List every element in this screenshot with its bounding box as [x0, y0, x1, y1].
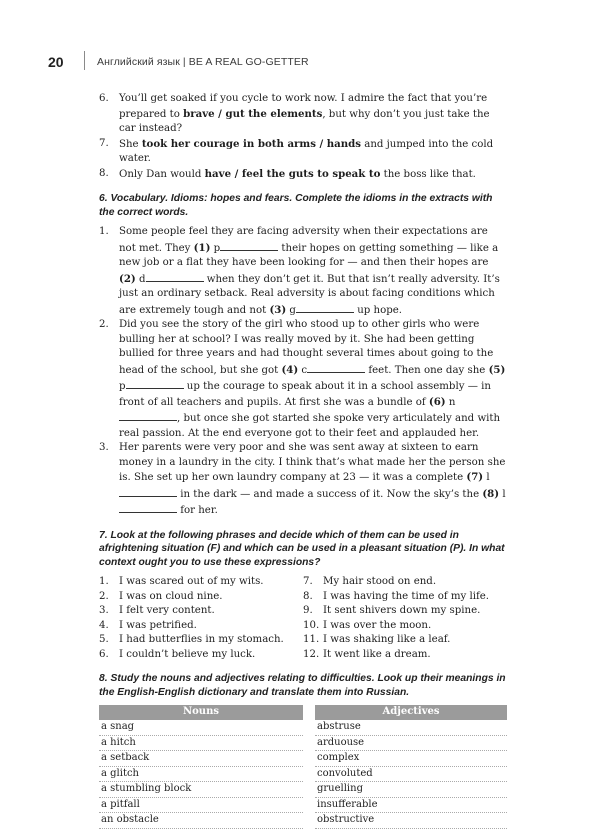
phrase-list-left: [99, 575, 303, 662]
list-item: 12. It went like a dream.: [303, 648, 431, 660]
answer-blank-7[interactable]: [119, 486, 177, 497]
list-item: 3. I felt very content.: [99, 605, 215, 616]
exercise-7-phrases: [99, 575, 507, 662]
table-row: a hitch arduouse: [99, 735, 507, 751]
page-number: 20: [48, 54, 64, 70]
table-row: a stumbling block gruelling: [99, 782, 507, 798]
list-item: 6. I couldn’t believe my luck.: [99, 648, 256, 660]
table-row: a glitch convoluted: [99, 766, 507, 782]
exercise-8-task: 8. Study the nouns and adjectives relating to difficulties. Look up their meanings in the English-English dictionary and translate them into Russian.: [99, 673, 506, 698]
list-item: 2. I was on cloud nine.: [99, 590, 223, 602]
list-item: 4. I was petrified.: [99, 619, 197, 631]
list-item: 2. Did you see the story of the girl who stood up to other girls who were bulling her at school? I was really moved by it. She had been getting bullied for three years and had thought several times about going to the head of the school, but she got (4) c feet. Then one day she (5) p up the courage to speak about it in a school assembly — in front of all teachers and pupils. At first she was a bundle of (6) n, but once she got started she spoke very articulately and with real passion. At the end everyone got to their feet and applauded her.: [99, 319, 506, 439]
answer-blank-6[interactable]: [119, 410, 177, 421]
running-header-title: Английский язык | BE A REAL GO-GETTER: [97, 56, 309, 68]
page-body: [99, 92, 507, 829]
list-item: 6. You’ll get soaked if you cycle to work now. I admire the fact that you’re prepared to brave / gut the elements, but why don’t you just take the car instead?: [99, 93, 490, 134]
column-header-adjectives: Adjectives: [315, 705, 507, 720]
phrase-list-right: [303, 575, 507, 662]
nouns-adjectives-table: [99, 705, 507, 829]
answer-blank-5[interactable]: [126, 378, 184, 389]
list-item: 7. My hair stood on end.: [303, 576, 437, 587]
list-item: 5. I had butterflies in my stomach.: [99, 634, 284, 645]
table-row: an obstacle obstructive: [99, 813, 507, 829]
column-header-nouns: Nouns: [99, 705, 303, 720]
answer-blank-8[interactable]: [119, 502, 177, 513]
exercise-5-items: [99, 92, 507, 182]
list-item: 1. I was scared out of my wits.: [99, 576, 264, 587]
table-row: a snag abstruse: [99, 720, 507, 735]
list-item: 10. I was over the moon.: [303, 619, 432, 631]
exercise-6-items: [99, 225, 507, 519]
exercise-6-task: 6. Vocabulary. Idioms: hopes and fears. Complete the idioms in the extracts with the correct words.: [99, 193, 493, 218]
table-row: a setback complex: [99, 751, 507, 767]
exercise-7-task: 7. Look at the following phrases and decide which of them can be used in afrightening situation (F) and which can be used in a pleasant situation (P). In what context ought you to use these expressions?: [99, 529, 505, 568]
list-item: 8. I was having the time of my life.: [303, 590, 490, 602]
header-separator: [84, 51, 85, 70]
list-item: 1. Some people feel they are facing adversity when their expectations are not met. They (1) p their hopes on getting something — like a new job or a flat they have been looking for — and then their hopes are (2) d when they don’t get it. But that isn’t really adversity. It’s just an ordinary setback. Real adversity is about facing conditions which are extremely tough and not (3) g up hope.: [99, 226, 500, 316]
list-item: 9. It sent shivers down my spine.: [303, 605, 481, 616]
answer-blank-1[interactable]: [220, 240, 278, 251]
table-row: a pitfall insufferable: [99, 797, 507, 813]
answer-blank-2[interactable]: [146, 271, 204, 282]
list-item: 8. Only Dan would have / feel the guts to speak to the boss like that.: [99, 167, 476, 180]
answer-blank-3[interactable]: [296, 302, 354, 313]
answer-blank-4[interactable]: [307, 362, 365, 373]
list-item: 3. Her parents were very poor and she was sent away at sixteen to earn money in a laundry in the city. I think that’s what made her the person she is. She set up her own laundry company at 23 — it was a complete (7) l in the dark — and made a success of it. Now the sky’s the (8) l for her.: [99, 442, 506, 516]
list-item: 7. She took her courage in both arms / hands and jumped into the cold water.: [99, 137, 494, 164]
list-item: 11. I was shaking like a leaf.: [303, 634, 451, 645]
